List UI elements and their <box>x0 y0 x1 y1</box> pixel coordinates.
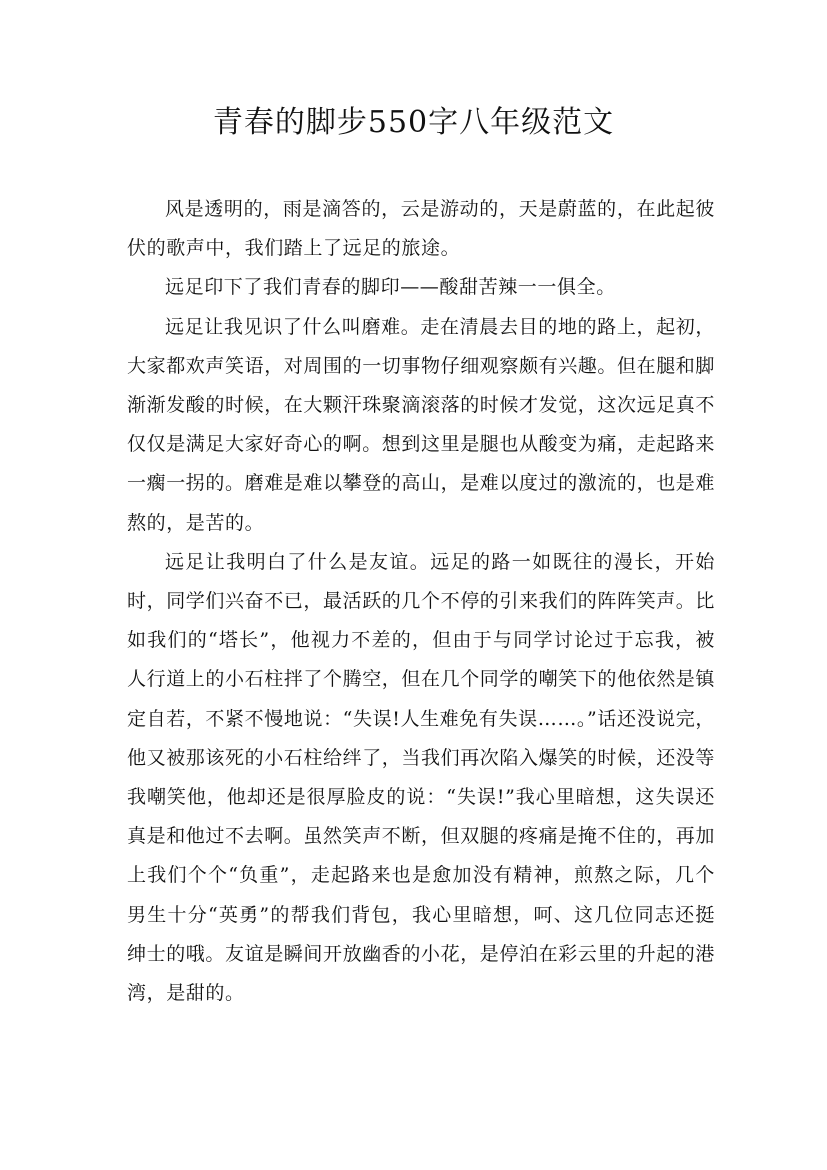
paragraph-1: 风是透明的，雨是滴答的，云是游动的，天是蔚蓝的，在此起彼伏的歌声中，我们踏上了远足的旅途。 <box>127 198 715 260</box>
paragraph-3: 远足让我见识了什么叫磨难。走在清晨去目的地的路上，起初，大家都欢声笑语，对周围的一切事物仔细观察颇有兴趣。但在腿和脚渐渐发酸的时候，在大颗汗珠聚滴滚落的时候才发觉，这次远足真不仅仅是满足大家好奇心的啊。想到这里是腿也从酸变为痛，走起路来一瘸一拐的。磨难是难以攀登的高山，是难以度过的激流的，也是难熬的，是苦的。 <box>127 315 716 534</box>
paragraph-2: 远足印下了我们青春的脚印——酸甜苦辣一一俱全。 <box>165 276 616 299</box>
document-body <box>127 190 715 1013</box>
paragraph-4: 远足让我明白了什么是友谊。远足的路一如既往的漫长，开始时，同学们兴奋不已，最活跃的几个不停的引来我们的阵阵笑声。比如我们的“塔长”，他视力不差的，但由于与同学讨论过于忘我，被人行道上的小石柱拌了个腾空，但在几个同学的嘲笑下的他依然是镇定自若，不紧不慢地说：“失误!人生难免有失误……。”话还没说完，他又被那该死的小石柱给绊了，当我们再次陷入爆笑的时候，还没等我嘲笑他，他却还是很厚脸皮的说：“失误!”我心里暗想，这失误还真是和他过不去啊。虽然笑声不断，但双腿的疼痛是掩不住的，再加上我们个个“负重”，走起路来也是愈加没有精神，煎熬之际，几个男生十分“英勇”的帮我们背包，我心里暗想，呵、这几位同志还挺绅士的哦。友谊是瞬间开放幽香的小花，是停泊在彩云里的升起的港湾，是甜的。 <box>127 550 716 1005</box>
document-title: 青春的脚步550字八年级范文 <box>212 105 615 140</box>
